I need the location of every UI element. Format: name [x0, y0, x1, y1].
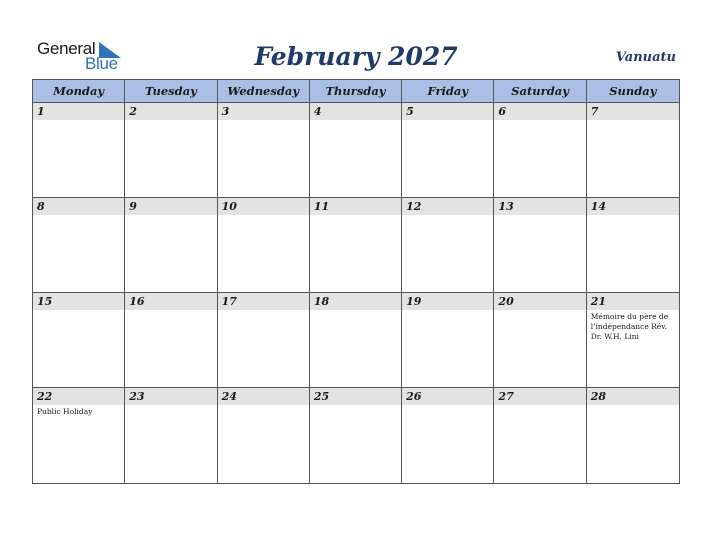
day-number: 18 [310, 293, 401, 310]
day-number: 16 [125, 293, 216, 310]
day-cell [125, 293, 217, 388]
day-cell [218, 388, 310, 483]
day-number: 10 [218, 198, 309, 215]
country-label: Vanuatu [615, 50, 676, 65]
day-number: 19 [402, 293, 493, 310]
logo-text-general: General [37, 39, 96, 58]
day-cell [33, 293, 125, 388]
day-cell [494, 103, 586, 198]
weekday-header-monday: Monday [33, 80, 125, 103]
weekday-header-wednesday: Wednesday [218, 80, 310, 103]
day-cell [33, 388, 125, 483]
day-cell [494, 388, 586, 483]
day-number: 5 [402, 103, 493, 120]
day-number: 25 [310, 388, 401, 405]
day-number: 9 [125, 198, 216, 215]
day-number: 28 [587, 388, 679, 405]
day-cell [494, 293, 586, 388]
day-cell [402, 388, 494, 483]
day-number: 14 [587, 198, 679, 215]
day-number: 26 [402, 388, 493, 405]
day-cell [587, 198, 679, 293]
calendar-grid [32, 79, 680, 484]
weekday-header-friday: Friday [402, 80, 494, 103]
day-number: 1 [33, 103, 124, 120]
day-number: 3 [218, 103, 309, 120]
day-number: 20 [494, 293, 585, 310]
day-number: 4 [310, 103, 401, 120]
weekday-header-thursday: Thursday [310, 80, 402, 103]
day-number: 12 [402, 198, 493, 215]
day-number: 27 [494, 388, 585, 405]
day-cell [33, 103, 125, 198]
weekday-header-sunday: Sunday [587, 80, 679, 103]
day-number: 17 [218, 293, 309, 310]
day-number: 24 [218, 388, 309, 405]
calendar-title: February 2027 [254, 42, 458, 71]
day-cell [218, 103, 310, 198]
holiday-event: Public Holiday [37, 407, 93, 416]
day-cell [494, 198, 586, 293]
day-cell [587, 388, 679, 483]
day-number: 11 [310, 198, 401, 215]
day-number: 2 [125, 103, 216, 120]
day-cell [125, 103, 217, 198]
day-cell [402, 198, 494, 293]
day-number: 23 [125, 388, 216, 405]
day-number: 22 [33, 388, 124, 405]
day-cell [125, 388, 217, 483]
day-cell [587, 293, 679, 388]
day-cell [587, 103, 679, 198]
day-cell [218, 198, 310, 293]
day-cell [33, 198, 125, 293]
day-number: 7 [587, 103, 679, 120]
day-number: 6 [494, 103, 585, 120]
day-cell [218, 293, 310, 388]
weekday-header-saturday: Saturday [494, 80, 586, 103]
day-number: 15 [33, 293, 124, 310]
logo-text-blue: Blue [85, 54, 118, 73]
day-cell [125, 198, 217, 293]
day-cell [310, 293, 402, 388]
day-cell [310, 388, 402, 483]
day-number: 8 [33, 198, 124, 215]
weekday-header-tuesday: Tuesday [125, 80, 217, 103]
day-cell [402, 103, 494, 198]
holiday-event: Mémoire du père de l’indépendance Rév. Dr. W.H. Lini [590, 312, 669, 341]
day-cell [310, 198, 402, 293]
day-number: 13 [494, 198, 585, 215]
day-cell [310, 103, 402, 198]
day-cell [402, 293, 494, 388]
day-number: 21 [587, 293, 679, 310]
